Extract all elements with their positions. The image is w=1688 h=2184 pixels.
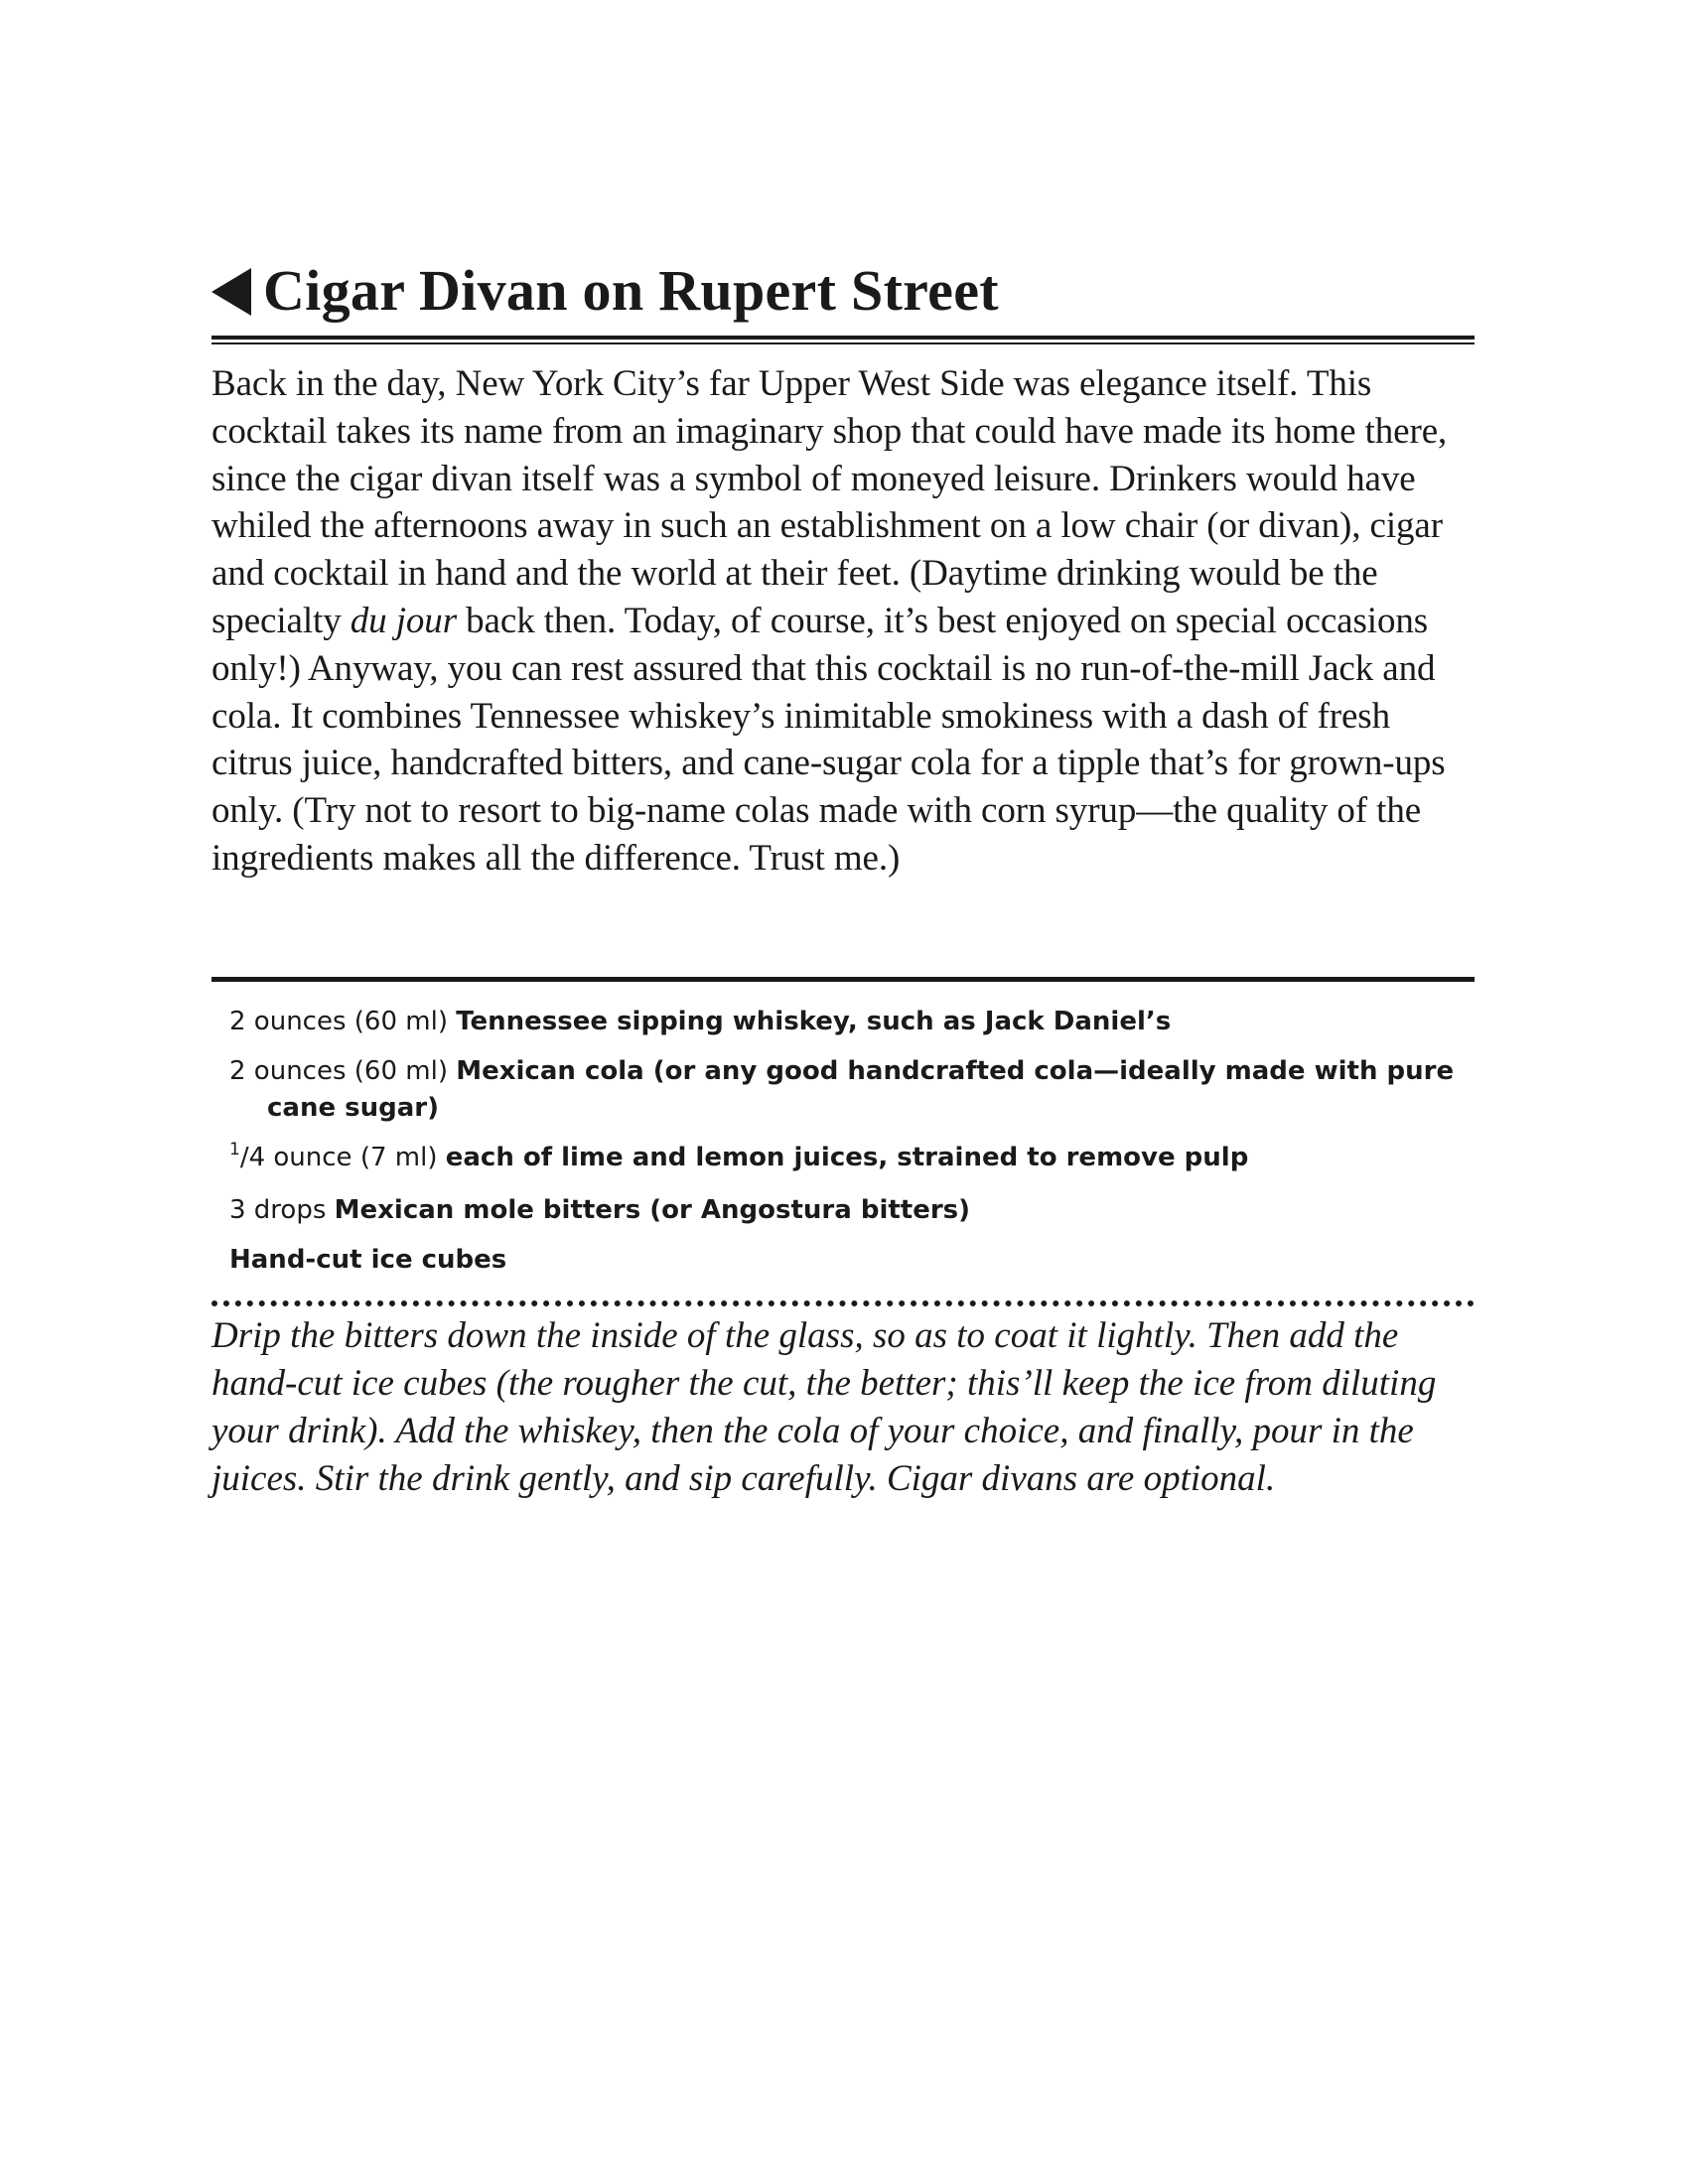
- ingredient-item: [229, 1053, 1475, 1127]
- intro-text-part-2: back then. Today, of course, it’s best enjoyed on special occasions only!) Anyway, you can rest assured that this cocktail is no run-of-the-mill Jack and cola. It combines Tennessee whiskey’s inimitable smokiness with a dash of fresh citrus juice, handcrafted bitters, and cane-sugar cola for a tipple that’s for grown-ups only. (Try not to resort to big-name colas made with corn syrup—the quality of the ingredients makes all the difference. Trust me.): [211, 600, 1446, 879]
- title-double-rule: [211, 336, 1475, 344]
- ingredient-item: [229, 1140, 1475, 1179]
- directions-dotted-rule: [211, 1300, 1475, 1306]
- ingredient-item: [229, 1004, 1475, 1040]
- ingredient-item: [229, 1192, 1475, 1229]
- recipe-page: [211, 256, 1475, 1503]
- directions-paragraph: Drip the bitters down the inside of the glass, so as to coat it lightly. Then add the hand-cut ice cubes (the rougher the cut, the better; this’ll keep the ice from diluting your drink). Add the whiskey, then the cola of your choice, and finally, pour in the juices. Stir the drink gently, and sip carefully. Cigar divans are optional.: [211, 1314, 1437, 1499]
- ingredient-name: Tennessee sipping whiskey, such as Jack Daniel’s: [456, 1006, 1172, 1036]
- ingredient-item: [229, 1242, 1475, 1279]
- ingredient-quantity: 3 drops: [229, 1194, 327, 1225]
- recipe-intro: [211, 360, 1475, 883]
- recipe-directions: [211, 1312, 1475, 1503]
- ingredients-top-rule: [211, 977, 1475, 982]
- left-triangle-icon: [211, 268, 251, 316]
- intro-text-part-1: Back in the day, New York City’s far Upper West Side was elegance itself. This cocktail takes its name from an imaginary shop that could have made its home there, since the cigar divan itself was a symbol of moneyed leisure. Drinkers would have whiled the afternoons away in such an establishment on a low chair (or divan), cigar and cocktail in hand and the world at their feet. (Daytime drinking would be the specialty: [211, 363, 1448, 641]
- ingredient-quantity: /4 ounce (7 ml): [239, 1142, 438, 1172]
- ingredient-name: each of lime and lemon juices, strained to remove pulp: [445, 1142, 1249, 1172]
- ingredient-quantity: 2 ounces (60 ml): [229, 1006, 448, 1036]
- fraction-numerator: 1: [229, 1139, 240, 1160]
- intro-italic-phrase: du jour: [350, 600, 457, 641]
- title-row: [211, 256, 1475, 326]
- recipe-title: Cigar Divan on Rupert Street: [263, 258, 999, 323]
- intro-paragraph: [211, 360, 1475, 883]
- ingredients-list: [211, 1004, 1475, 1279]
- ingredient-name: Mexican mole bitters (or Angostura bitters): [334, 1194, 971, 1225]
- ingredient-quantity: 2 ounces (60 ml): [229, 1055, 448, 1086]
- ingredient-name: Hand-cut ice cubes: [229, 1244, 507, 1275]
- ingredient-name: Mexican cola (or any good handcrafted cola—ideally made with pure cane sugar): [267, 1055, 1455, 1123]
